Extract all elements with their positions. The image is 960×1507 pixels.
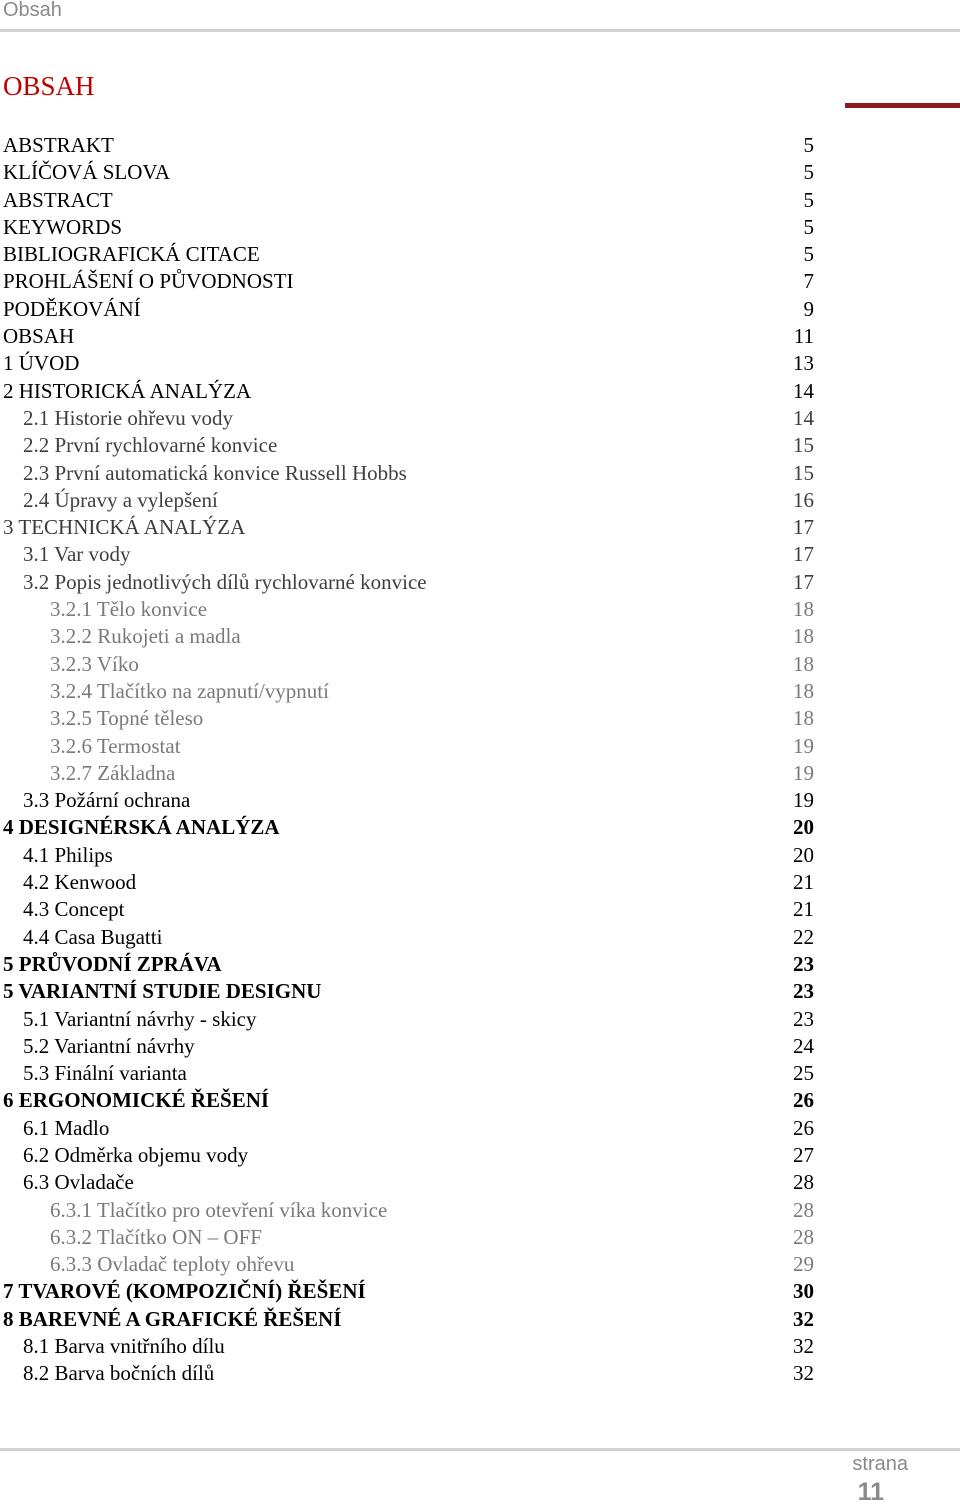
toc-entry-page: 13 <box>793 351 814 376</box>
toc-entry-label: 5.1 Variantní návrhy - skicy <box>23 1006 257 1031</box>
toc-entry[interactable] <box>0 405 960 432</box>
toc-entry-label: 8.2 Barva bočních dílů <box>23 1361 215 1386</box>
toc-entry[interactable] <box>0 924 960 951</box>
toc-entry-label: 6.1 Madlo <box>23 1115 110 1140</box>
toc-entry[interactable] <box>0 1278 960 1305</box>
toc-entry[interactable] <box>0 678 960 705</box>
toc-entry-page: 25 <box>793 1061 814 1086</box>
toc-entry-label: 3.2.4 Tlačítko na zapnutí/vypnutí <box>50 678 329 703</box>
toc-entry-label: 6.3 Ovladače <box>23 1170 134 1195</box>
toc-entry-label: 3.2.3 Víko <box>50 651 139 676</box>
toc-entry-label: 2.3 První automatická konvice Russell Hobbs <box>23 460 407 485</box>
toc-entry-label: PROHLÁŠENÍ O PŮVODNOSTI <box>3 269 294 294</box>
toc-entry-page: 20 <box>793 815 814 840</box>
toc-entry[interactable] <box>0 296 960 323</box>
toc-entry[interactable] <box>0 1169 960 1196</box>
toc-entry[interactable] <box>0 705 960 732</box>
toc-entry[interactable] <box>0 350 960 377</box>
toc-entry-page: 18 <box>793 651 814 676</box>
toc-entry[interactable] <box>0 214 960 241</box>
toc-entry-page: 5 <box>803 187 814 212</box>
toc-entry-label: 2.4 Úpravy a vylepšení <box>23 487 218 512</box>
toc-entry-label: 2.1 Historie ohřevu vody <box>23 405 233 430</box>
toc-entry[interactable] <box>0 323 960 350</box>
toc-entry-label: 4.2 Kenwood <box>23 870 137 895</box>
toc-entry-page: 22 <box>793 924 814 949</box>
toc-entry[interactable] <box>0 1006 960 1033</box>
toc-entry-page: 28 <box>793 1170 814 1195</box>
toc-entry-page: 19 <box>793 733 814 758</box>
toc-entry-page: 21 <box>793 897 814 922</box>
toc-entry-page: 28 <box>793 1197 814 1222</box>
toc-entry[interactable] <box>0 132 960 159</box>
toc-entry-label: 5 VARIANTNÍ STUDIE DESIGNU <box>3 979 322 1004</box>
toc-entry-page: 26 <box>793 1088 814 1113</box>
footer-page-number: 11 <box>857 1478 884 1506</box>
running-header: Obsah <box>3 0 62 21</box>
toc-entry[interactable] <box>0 651 960 678</box>
toc-entry[interactable] <box>0 1251 960 1278</box>
toc-entry-label: 5 PRŮVODNÍ ZPRÁVA <box>3 951 222 976</box>
toc-entry[interactable] <box>0 896 960 923</box>
toc-entry[interactable] <box>0 241 960 268</box>
toc-entry-label: 1 ÚVOD <box>3 351 80 376</box>
toc-entry-page: 7 <box>803 269 814 294</box>
toc-entry-page: 28 <box>793 1224 814 1249</box>
toc-entry-page: 16 <box>793 487 814 512</box>
toc-entry-page: 30 <box>793 1279 814 1304</box>
toc-entry-label: 8 BAREVNÉ A GRAFICKÉ ŘEŠENÍ <box>3 1306 342 1331</box>
toc-entry[interactable] <box>0 1033 960 1060</box>
toc-entry-page: 5 <box>803 242 814 267</box>
table-of-contents <box>0 132 960 1388</box>
toc-entry[interactable] <box>0 1142 960 1169</box>
toc-entry-label: 4.4 Casa Bugatti <box>23 924 163 949</box>
toc-entry[interactable] <box>0 541 960 568</box>
toc-entry[interactable] <box>0 514 960 541</box>
toc-entry[interactable] <box>0 432 960 459</box>
toc-entry-label: 5.2 Variantní návrhy <box>23 1033 195 1058</box>
toc-entry-label: KLÍČOVÁ SLOVA <box>3 160 171 185</box>
toc-entry-label: 6 ERGONOMICKÉ ŘEŠENÍ <box>3 1088 270 1113</box>
toc-entry-label: 3.2 Popis jednotlivých dílů rychlovarné konvice <box>23 569 427 594</box>
toc-entry[interactable] <box>0 978 960 1005</box>
toc-entry-page: 15 <box>793 433 814 458</box>
footer-page-label: strana <box>852 1453 908 1475</box>
toc-entry[interactable] <box>0 623 960 650</box>
toc-entry[interactable] <box>0 460 960 487</box>
toc-entry-page: 19 <box>793 788 814 813</box>
toc-entry[interactable] <box>0 596 960 623</box>
toc-entry-page: 18 <box>793 597 814 622</box>
toc-entry-label: 4.3 Concept <box>23 897 125 922</box>
toc-entry-label: ABSTRACT <box>3 187 113 212</box>
toc-entry[interactable] <box>0 733 960 760</box>
toc-entry-label: OBSAH <box>3 324 75 349</box>
footer-rule <box>0 1448 960 1451</box>
toc-entry[interactable] <box>0 1360 960 1387</box>
title-accent-bar <box>845 103 960 108</box>
toc-entry-page: 11 <box>793 324 814 349</box>
toc-entry-label: 5.3 Finální varianta <box>23 1061 187 1086</box>
toc-entry-page: 32 <box>793 1306 814 1331</box>
toc-entry-page: 26 <box>793 1115 814 1140</box>
toc-entry-label: 4.1 Philips <box>23 842 113 867</box>
toc-entry-page: 23 <box>793 979 814 1004</box>
toc-entry-label: BIBLIOGRAFICKÁ CITACE <box>3 242 260 267</box>
toc-entry-page: 18 <box>793 678 814 703</box>
header-rule <box>0 29 960 32</box>
toc-entry-page: 24 <box>793 1033 814 1058</box>
toc-entry-label: 3.1 Var vody <box>23 542 131 567</box>
toc-entry-page: 18 <box>793 624 814 649</box>
toc-entry-label: 6.3.2 Tlačítko ON – OFF <box>50 1224 262 1249</box>
toc-entry-label: 3.2.1 Tělo konvice <box>50 597 208 622</box>
toc-entry-page: 17 <box>793 569 814 594</box>
toc-entry-page: 27 <box>793 1142 814 1167</box>
toc-entry-label: KEYWORDS <box>3 214 122 239</box>
toc-entry-label: 2 HISTORICKÁ ANALÝZA <box>3 378 252 403</box>
toc-entry-page: 32 <box>793 1334 814 1359</box>
toc-entry-page: 32 <box>793 1361 814 1386</box>
toc-entry[interactable] <box>0 1333 960 1360</box>
toc-entry-page: 15 <box>793 460 814 485</box>
toc-entry-label: 7 TVAROVÉ (KOMPOZIČNÍ) ŘEŠENÍ <box>3 1279 366 1304</box>
toc-entry[interactable] <box>0 159 960 186</box>
toc-entry[interactable] <box>0 951 960 978</box>
toc-entry-page: 20 <box>793 842 814 867</box>
toc-entry-label: PODĚKOVÁNÍ <box>3 296 141 321</box>
toc-entry[interactable] <box>0 1224 960 1251</box>
toc-entry-page: 5 <box>803 214 814 239</box>
page-title: OBSAH <box>3 71 95 101</box>
toc-entry[interactable] <box>0 1197 960 1224</box>
toc-entry-page: 29 <box>793 1252 814 1277</box>
toc-entry-page: 5 <box>803 160 814 185</box>
toc-entry-label: 3.2.6 Termostat <box>50 733 181 758</box>
toc-entry-page: 23 <box>793 951 814 976</box>
toc-entry-label: 6.3.3 Ovladač teploty ohřevu <box>50 1252 295 1277</box>
toc-entry[interactable] <box>0 1060 960 1087</box>
toc-entry[interactable] <box>0 760 960 787</box>
toc-entry[interactable] <box>0 814 960 841</box>
toc-entry-page: 14 <box>793 405 814 430</box>
toc-entry[interactable] <box>0 842 960 869</box>
toc-entry-page: 17 <box>793 515 814 540</box>
toc-entry-label: 4 DESIGNÉRSKÁ ANALÝZA <box>3 815 280 840</box>
toc-entry-label: 6.3.1 Tlačítko pro otevření víka konvice <box>50 1197 388 1222</box>
toc-entry-page: 19 <box>793 760 814 785</box>
toc-entry[interactable] <box>0 268 960 295</box>
toc-entry-page: 14 <box>793 378 814 403</box>
toc-entry-page: 9 <box>803 296 814 321</box>
toc-entry[interactable] <box>0 1115 960 1142</box>
toc-entry-label: 8.1 Barva vnitřního dílu <box>23 1334 225 1359</box>
toc-entry-page: 17 <box>793 542 814 567</box>
toc-entry-label: 3.2.2 Rukojeti a madla <box>50 624 241 649</box>
toc-entry-label: 2.2 První rychlovarné konvice <box>23 433 278 458</box>
toc-entry[interactable] <box>0 787 960 814</box>
toc-entry-label: 3.2.5 Topné těleso <box>50 706 204 731</box>
toc-entry-page: 23 <box>793 1006 814 1031</box>
toc-entry[interactable] <box>0 487 960 514</box>
toc-entry[interactable] <box>0 1306 960 1333</box>
toc-entry[interactable] <box>0 378 960 405</box>
toc-entry-page: 5 <box>803 133 814 157</box>
toc-entry-label: 3.3 Požární ochrana <box>23 788 191 813</box>
toc-entry-page: 18 <box>793 706 814 731</box>
toc-entry[interactable] <box>0 187 960 214</box>
toc-entry[interactable] <box>0 1087 960 1114</box>
toc-entry-label: 6.2 Odměrka objemu vody <box>23 1142 249 1167</box>
toc-entry[interactable] <box>0 869 960 896</box>
toc-entry[interactable] <box>0 569 960 596</box>
toc-entry-label: 3.2.7 Základna <box>50 760 176 785</box>
toc-entry-label: 3 TECHNICKÁ ANALÝZA <box>3 515 246 540</box>
toc-entry-page: 21 <box>793 870 814 895</box>
toc-entry-label: ABSTRAKT <box>3 133 114 157</box>
